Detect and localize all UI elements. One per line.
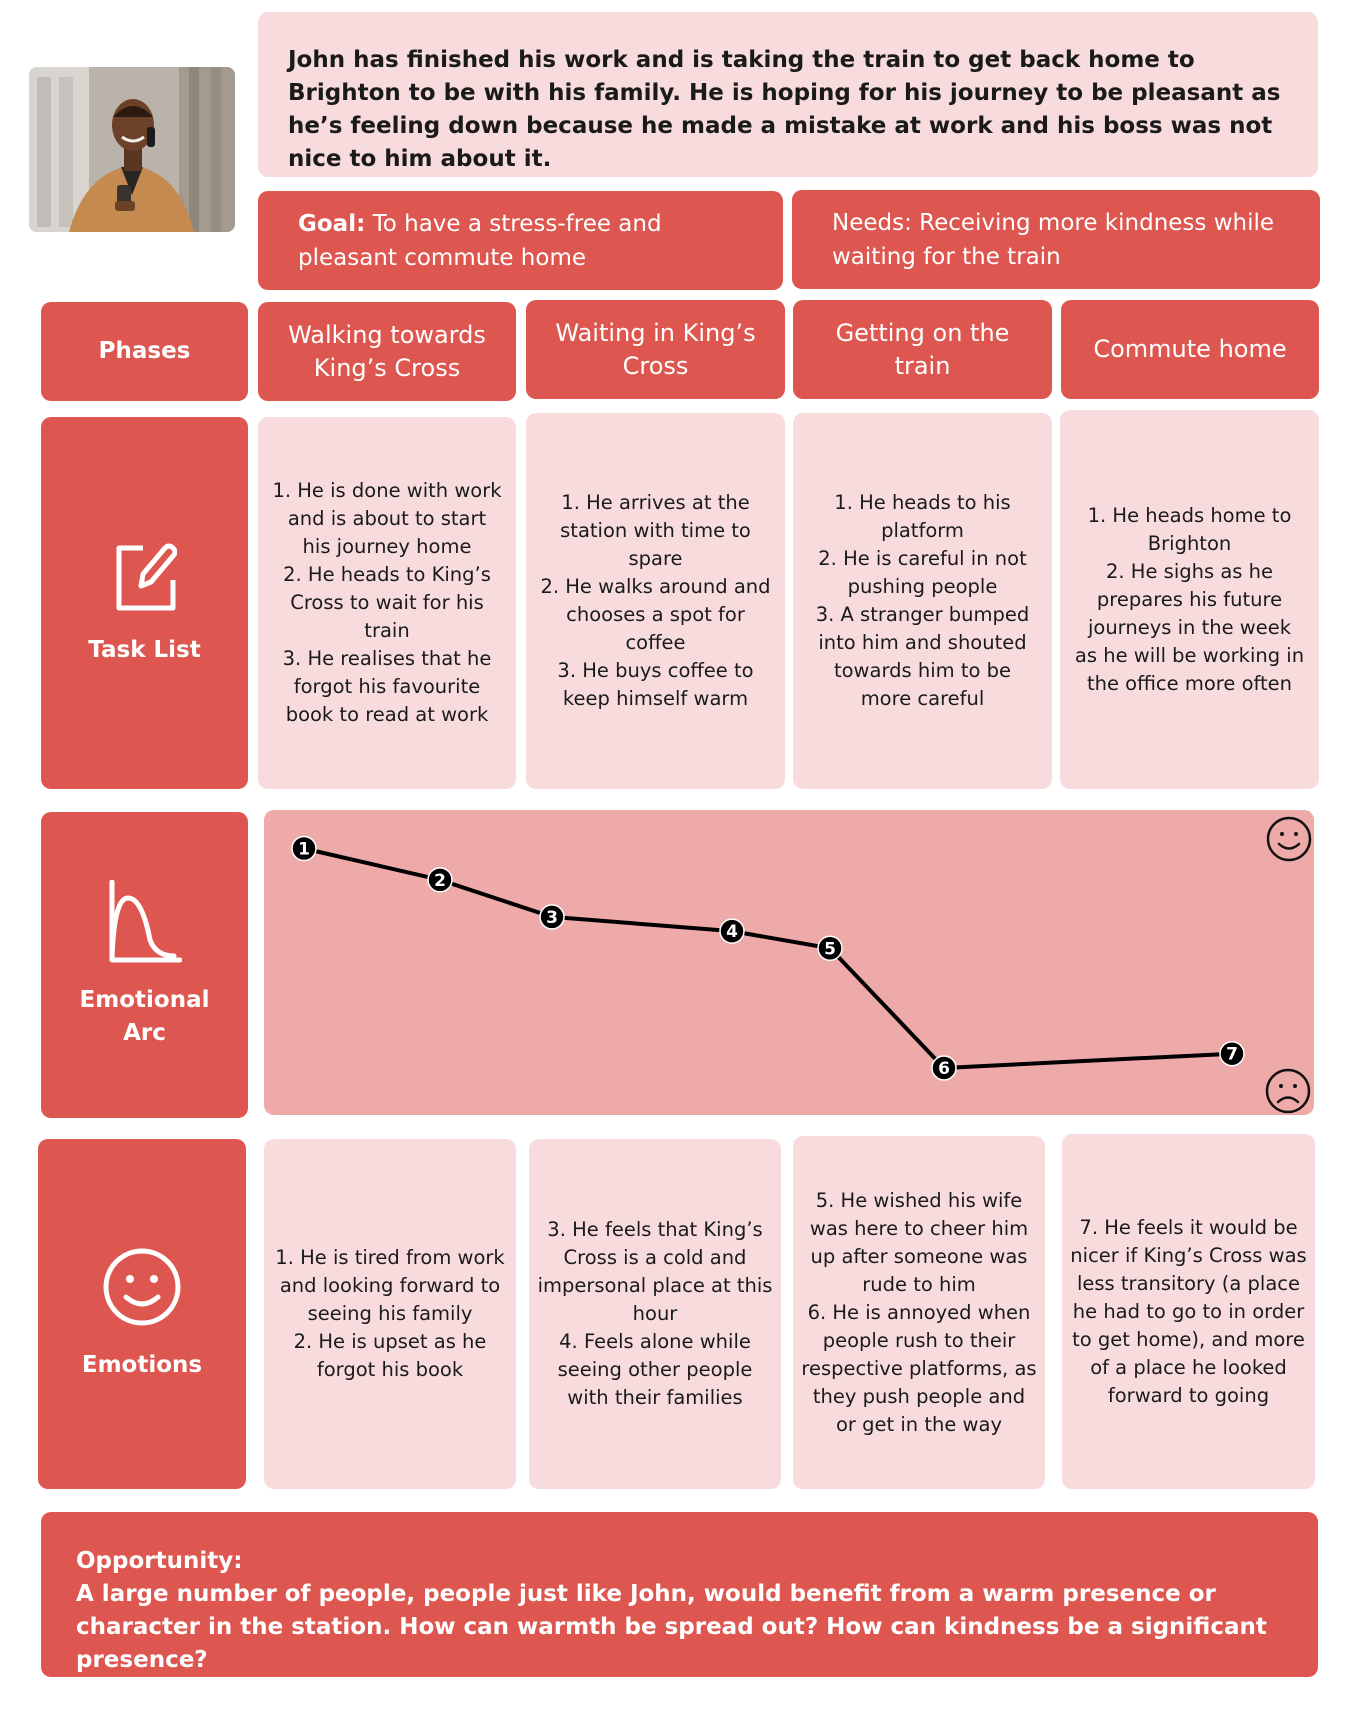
task-item: 1. He heads home to Brighton <box>1087 503 1292 555</box>
task-item: 2. He is careful in not pushing people <box>818 547 1027 598</box>
task-list <box>540 489 771 713</box>
scenario-text: John has finished his work and is taking the train to get back home to Brighton to be with his family. He is hoping for his journey to be pleasant as he’s feeling down because he made a mistake at work and his boss was not nice to him about it. <box>288 47 1281 172</box>
emotion-card-3 <box>793 1136 1045 1489</box>
emotion-item: 6. He is annoyed when people rush to their respective platforms, as they push people and or get in the way <box>801 1300 1037 1436</box>
arc-point-label: 1 <box>298 839 310 860</box>
goal-description: To have a stress-free and pleasant commute home <box>298 210 662 271</box>
emotions-row-header <box>38 1139 246 1489</box>
arc-point-label: 7 <box>1226 1044 1238 1065</box>
goal-box <box>258 191 783 290</box>
emotion-card-1 <box>264 1139 516 1489</box>
persona-photo <box>29 67 235 232</box>
arc-segment <box>830 948 944 1068</box>
emotional-arc-row-header <box>41 812 248 1118</box>
task-card-3 <box>793 413 1052 789</box>
task-list <box>807 489 1038 713</box>
arc-point <box>932 1056 956 1080</box>
arc-segment <box>732 931 830 948</box>
task-list-row-header <box>41 417 248 789</box>
emotion-list <box>537 1216 773 1412</box>
arc-point <box>540 905 564 929</box>
goal-text <box>298 207 743 275</box>
opportunity-box <box>41 1512 1318 1677</box>
phase-label: Getting on the train <box>835 318 1010 380</box>
emotions-label: Emotions <box>81 1351 203 1378</box>
emotion-card-4 <box>1062 1134 1315 1489</box>
emotional-arc-label-line2: Arc <box>123 1020 166 1046</box>
arc-segment <box>944 1054 1232 1068</box>
task-item: 3. He realises that he forgot his favourite book to read at work <box>282 647 492 726</box>
task-item: 3. He buys coffee to keep himself warm <box>557 659 754 710</box>
arc-point <box>292 837 316 861</box>
sad-face-icon <box>1267 1070 1309 1112</box>
arc-point-label: 6 <box>938 1058 950 1079</box>
phase-4 <box>1061 300 1319 399</box>
emotion-list <box>272 1244 508 1384</box>
task-list <box>272 477 502 729</box>
emotion-item: 5. He wished his wife was here to cheer him up after someone was rude to him <box>809 1188 1029 1296</box>
phase-label: Commute home <box>1093 335 1287 363</box>
task-list-label: Task List <box>88 636 201 663</box>
emotion-item: 3. He feels that King’s Cross is a cold and impersonal place at this hour <box>537 1218 773 1325</box>
task-item: 3. A stranger bumped into him and shouted towards him to be more careful <box>815 603 1030 710</box>
task-item: 2. He walks around and chooses a spot for coffee <box>540 575 771 654</box>
phase-label: Waiting in King’s Cross <box>555 318 756 380</box>
phases-label: Phases <box>98 338 191 364</box>
emotional-arc-svg <box>264 810 1314 1115</box>
emotion-item: 1. He is tired from work and looking forward to seeing his family <box>275 1246 505 1325</box>
task-item: 2. He heads to King’s Cross to wait for his train <box>283 563 491 642</box>
phase-1 <box>258 302 516 401</box>
task-card-2 <box>526 413 785 789</box>
emotion-item: 4. Feels alone while seeing other people with their families <box>557 1330 753 1409</box>
edit-note-icon <box>113 540 177 614</box>
arc-point <box>428 868 452 892</box>
task-item: 2. He sighs as he prepares his future journeys in the week as he will be working in the office more often <box>1074 559 1305 695</box>
phases-row-header <box>41 302 248 401</box>
arc-segment <box>440 880 552 917</box>
task-card-4 <box>1060 410 1319 789</box>
arc-segment <box>304 849 440 880</box>
phase-3 <box>793 300 1052 399</box>
arc-point-label: 2 <box>434 870 446 891</box>
bell-curve-icon <box>108 880 182 964</box>
opportunity-text: A large number of people, people just like John, would benefit from a warm presence or character in the station. How can warmth be spread out? How can kindness be a significant presence? <box>76 1581 1267 1673</box>
task-item: 1. He heads to his platform <box>834 491 1011 542</box>
emotional-arc-chart <box>264 810 1314 1115</box>
arc-point <box>818 936 842 960</box>
emotion-item: 2. He is upset as he forgot his book <box>293 1330 487 1381</box>
phase-2 <box>526 300 785 399</box>
needs-box <box>792 190 1320 289</box>
task-card-1 <box>258 417 516 789</box>
emotion-card-2 <box>529 1139 781 1489</box>
arc-point-label: 5 <box>824 939 836 960</box>
phase-label: Walking towards King’s Cross <box>288 320 486 382</box>
arc-point <box>720 919 744 943</box>
task-item: 1. He is done with work and is about to start his journey home <box>272 479 502 558</box>
happy-face-icon <box>1268 818 1310 860</box>
scenario-box <box>258 12 1318 177</box>
needs-text: Needs: Receiving more kindness while waiting for the train <box>832 209 1275 270</box>
task-list <box>1074 502 1305 698</box>
emotional-arc-label-line1: Emotional <box>79 987 210 1013</box>
arc-point-label: 3 <box>546 907 558 928</box>
goal-label: Goal: <box>298 210 366 237</box>
opportunity-title: Opportunity: <box>76 1548 243 1574</box>
arc-point <box>1220 1042 1244 1066</box>
smiley-icon <box>102 1247 182 1327</box>
task-item: 1. He arrives at the station with time to spare <box>560 491 751 570</box>
emotion-list <box>801 1187 1037 1439</box>
arc-segment <box>552 917 732 931</box>
emotion-list <box>1070 1214 1307 1410</box>
arc-point-label: 4 <box>726 922 738 943</box>
emotion-item: 7. He feels it would be nicer if King’s Cross was less transitory (a place he had to go to in order to get home), and more of a place he looked forward to going <box>1070 1215 1307 1407</box>
